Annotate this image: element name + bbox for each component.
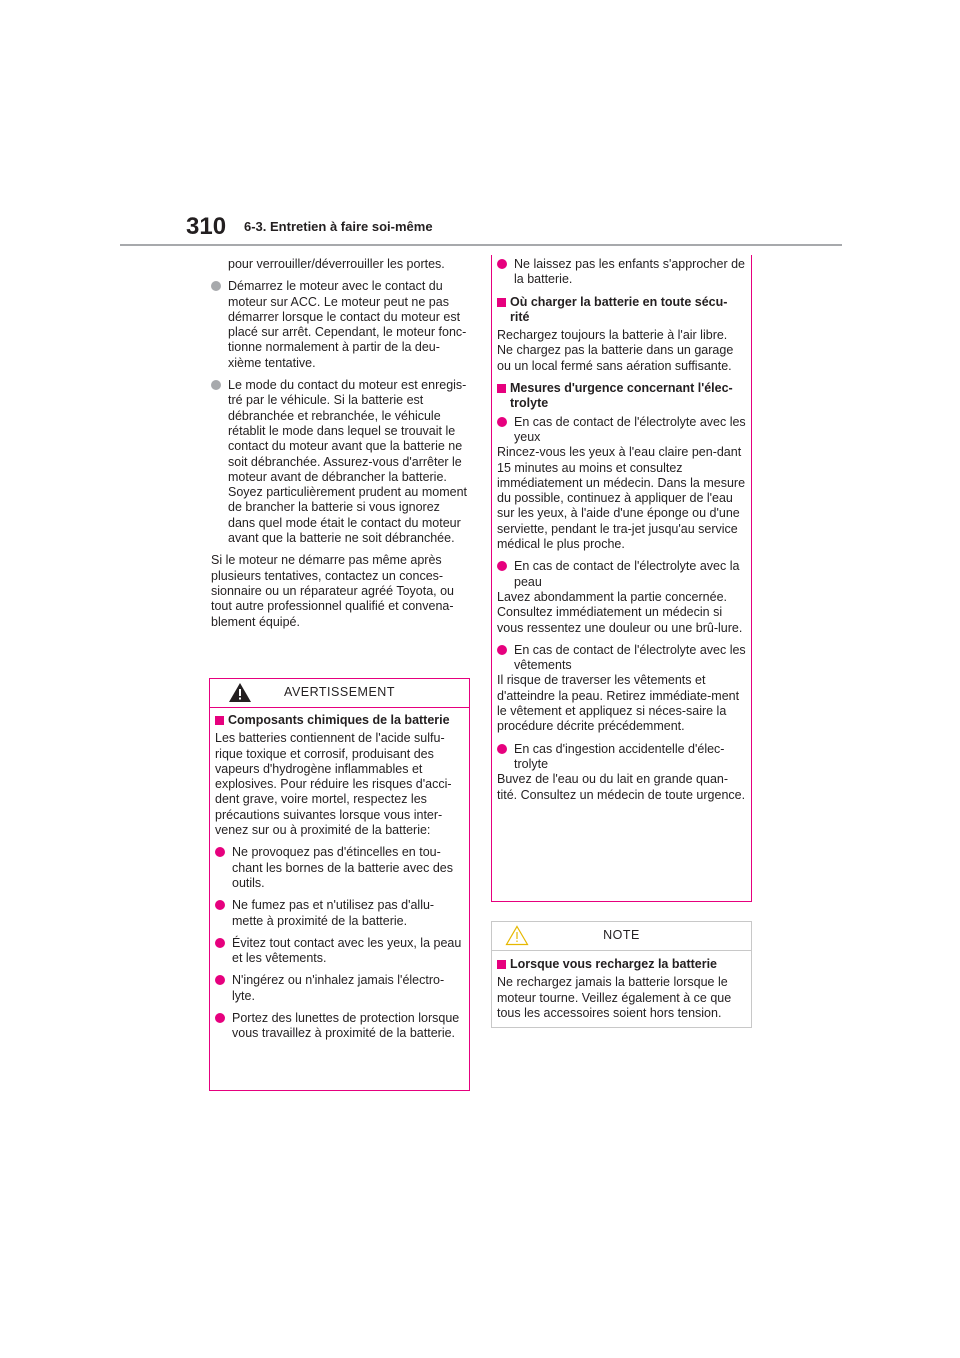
bullet-text: Ne fumez pas et n'utilisez pas d'allu-mette à proximité de la batterie. (232, 898, 435, 928)
paragraph: pour verrouiller/déverrouiller les portes. (228, 257, 445, 271)
heading-text: Mesures d'urgence concernant l'élec-trolyte (510, 381, 733, 411)
bullet-text: En cas de contact de l'électrolyte avec les yeux (514, 414, 746, 444)
bullet-icon (497, 645, 507, 655)
bullet-text: Portez des lunettes de protection lorsque vous travaillez à proximité de la batterie. (232, 1011, 460, 1041)
bullet-text: Évitez tout contact avec les yeux, la peau et les vêtements. (232, 935, 462, 966)
bullet-item (497, 742, 746, 773)
paragraph: Buvez de l'eau ou du lait en grande quan-tité. Consultez un médecin de toute urgence. (497, 772, 746, 802)
section-heading (497, 295, 746, 326)
warning-box (209, 678, 470, 1091)
bullet-text: Ne provoquez pas d'étincelles en tou-chant les bornes de la batterie avec des outils. (232, 845, 453, 890)
section-heading (497, 957, 746, 972)
note-box (491, 921, 752, 1028)
bullet-icon (497, 417, 507, 427)
left-column (211, 257, 469, 637)
square-bullet-icon (497, 960, 506, 969)
bullet-item (215, 898, 464, 929)
section-heading (215, 713, 464, 728)
bullet-item (497, 415, 746, 446)
bullet-item (497, 559, 746, 590)
heading-text: Composants chimiques de la batterie (228, 713, 450, 727)
page-number: 310 (186, 213, 227, 240)
warning-title-band (210, 679, 469, 708)
heading-text: Où charger la batterie en toute sécu-rité (510, 294, 728, 324)
warning-triangle-icon (228, 682, 252, 703)
paragraph: Lavez abondamment la partie concernée. Consultez immédiatement un médecin si vous ressentez une douleur ou une brû-lure. (497, 589, 743, 635)
bullet-text: Démarrez le moteur avec le contact du moteur sur ACC. Le moteur peut ne pas démarrer lorsque le contact du moteur est placé sur arrêt. Cependant, le moteur fonc-tionne normalement à partir de la deu-xième tentative. (228, 279, 467, 370)
paragraph: Les batteries contiennent de l'acide sulfu-rique toxique et corrosif, produisant des vapeurs d'hydrogène inflammables et explosives. Pour réduire les risques d'acci-dent grave, voire mortel, respectez les précautions suivantes lorsque vous inter-venez sur ou à proximité de la batterie: (215, 731, 452, 838)
bullet-text: En cas de contact de l'électrolyte avec la peau (514, 559, 740, 589)
paragraph: Ne rechargez jamais la batterie lorsque le moteur tourne. Veillez également à ce que tous les accessoires soient hors tension. (497, 975, 732, 1020)
bullet-icon (215, 1013, 225, 1023)
square-bullet-icon (497, 384, 506, 393)
bullet-icon (497, 561, 507, 571)
bullet-item (211, 279, 469, 371)
bullet-icon (215, 900, 225, 910)
warning-title: AVERTISSEMENT (284, 685, 395, 700)
bullet-text: Le mode du contact du moteur est enregis-tré par le véhicule. Si la batterie est débranchée et rebranchée, le véhicule rétablit le mode dans lequel se trouvait le contact du moteur avant que la batterie ne soit débranchée. Assurez-vous d'arrêter le moteur avant de débrancher la batterie. Soyez particulièrement prudent au moment de brancher la batterie si vous ignorez dans quel mode était le contact du moteur avant que la batterie ne soit débranchée. (228, 378, 468, 546)
bullet-item (211, 378, 469, 546)
bullet-item (497, 643, 746, 674)
bullet-icon (215, 938, 225, 948)
bullet-icon (497, 744, 507, 754)
bullet-item (215, 936, 464, 967)
bullet-icon (215, 847, 225, 857)
bullet-icon (211, 281, 221, 291)
bullet-icon (215, 975, 225, 985)
paragraph: Rincez-vous les yeux à l'eau claire pen-dant 15 minutes au moins et consultez immédiatement un médecin. Dans la mesure du possible, continuez à appliquer de l'eau sur les yeux, à l'aide d'une éponge ou d'une serviette, pendant le tra-jet jusqu'au service médical le plus proche. (497, 445, 746, 552)
note-title-band (492, 922, 751, 951)
paragraph: Il risque de traverser les vêtements et d'atteindre la peau. Retirez immédiate-ment le vêtement et appliquez si néces-saire la procédure décrite précédemment. (497, 673, 740, 734)
bullet-item (215, 845, 464, 891)
bullet-item (215, 973, 464, 1004)
bullet-item (497, 257, 746, 288)
square-bullet-icon (497, 298, 506, 307)
warning-continuation-content (492, 255, 751, 803)
note-title: NOTE (603, 928, 640, 943)
bullet-text: En cas de contact de l'électrolyte avec les vêtements (514, 642, 746, 673)
bullet-icon (211, 380, 221, 390)
bullet-text: N'ingérez ou n'inhalez jamais l'électro-lyte. (232, 973, 445, 1003)
paragraph: Rechargez toujours la batterie à l'air libre. Ne chargez pas la batterie dans un garage ou un local fermé sans aération suffisante. (497, 328, 734, 373)
caution-triangle-icon (505, 925, 529, 946)
bullet-item (215, 1011, 464, 1042)
warning-continuation-box (491, 255, 752, 902)
heading-text: Lorsque vous rechargez la batterie (510, 957, 718, 971)
note-content (492, 951, 751, 1021)
warning-content (210, 708, 469, 1042)
section-title: 6-3. Entretien à faire soi-même (244, 219, 433, 234)
bullet-text: Ne laissez pas les enfants s'approcher de la batterie. (514, 257, 745, 287)
square-bullet-icon (215, 716, 224, 725)
section-heading (497, 381, 746, 412)
header-rule (120, 244, 842, 246)
bullet-icon (497, 259, 507, 269)
paragraph: Si le moteur ne démarre pas même après plusieurs tentatives, contactez un conces-sionnaire ou un réparateur agréé Toyota, ou tout autre professionnel qualifié et convena-blement équipé. (211, 553, 454, 629)
bullet-text: En cas d'ingestion accidentelle d'élec-trolyte (514, 741, 725, 771)
